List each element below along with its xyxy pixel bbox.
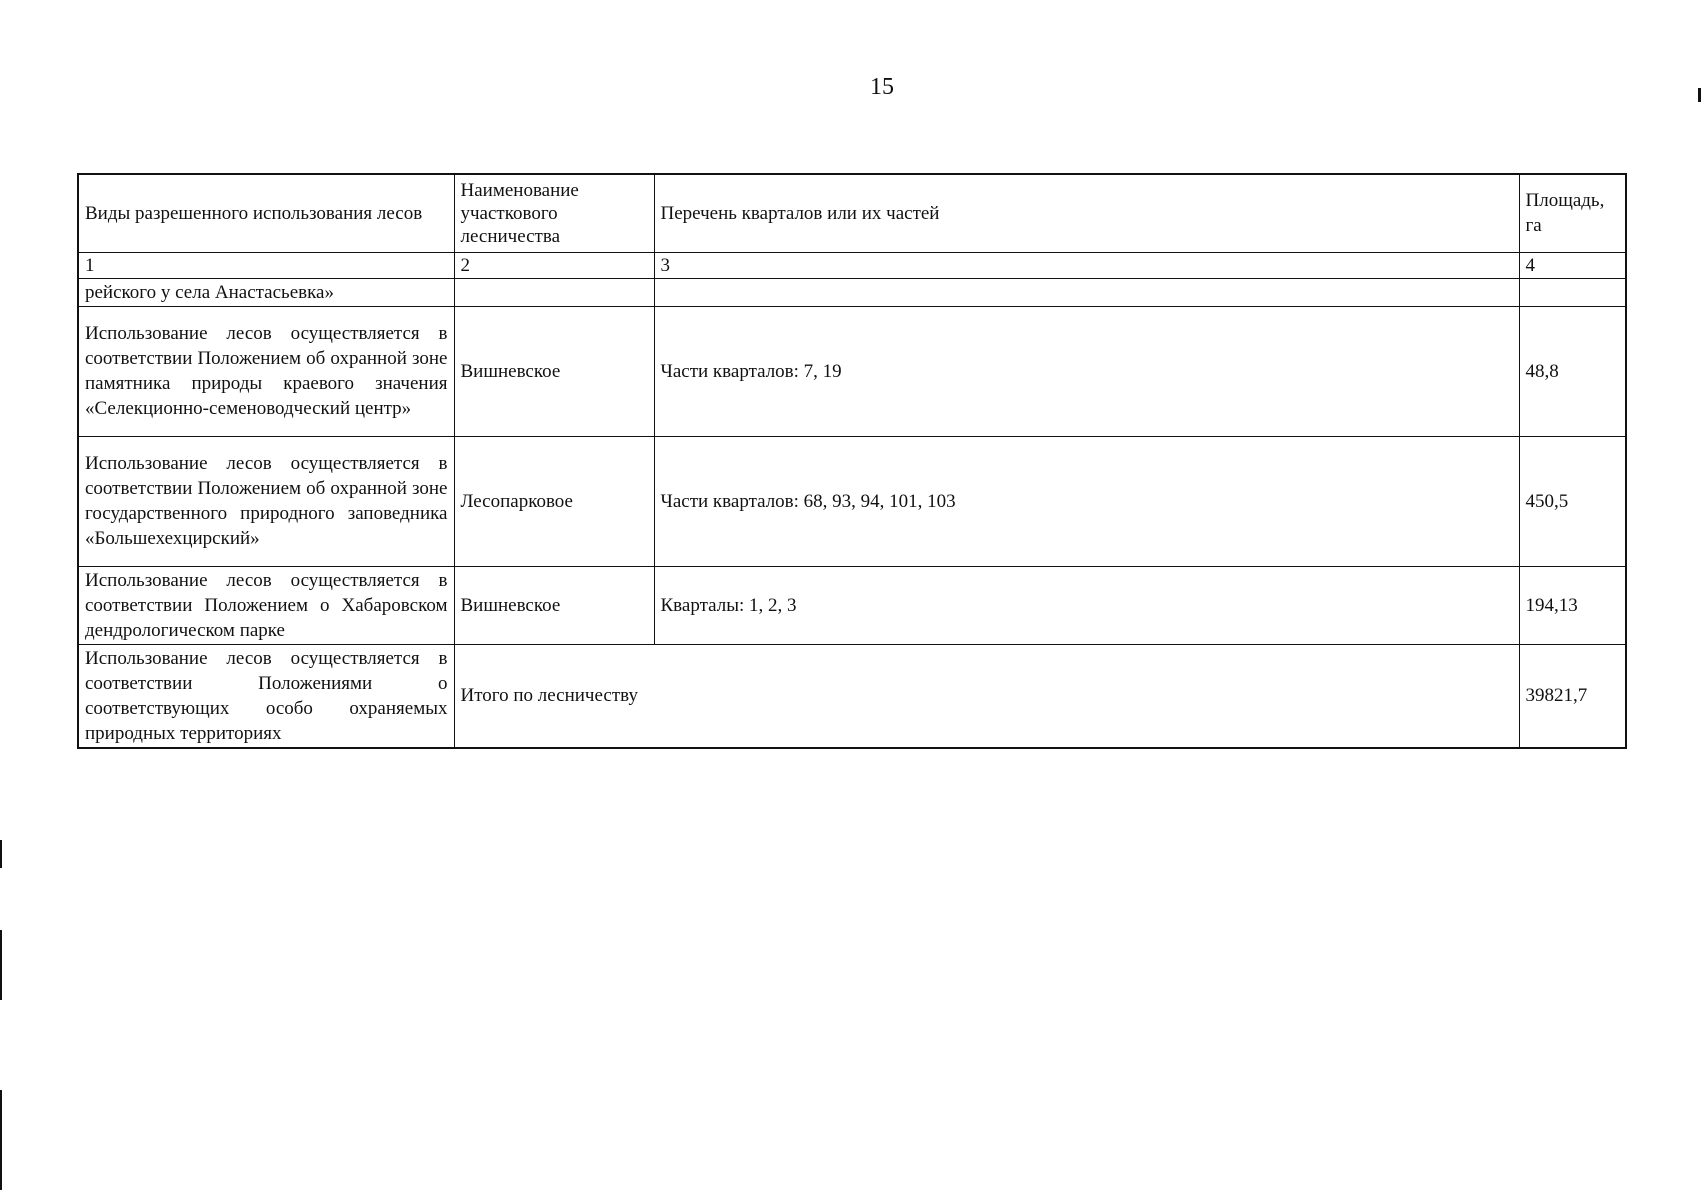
column-number: 3 <box>654 252 1519 278</box>
cell-area <box>1519 278 1626 306</box>
table-row <box>78 278 1626 306</box>
column-number: 4 <box>1519 252 1626 278</box>
total-area: 39821,7 <box>1519 644 1626 748</box>
scan-edge-mark <box>0 840 2 868</box>
cell-forestry <box>454 278 654 306</box>
table-row <box>78 436 1626 566</box>
table-header-row <box>78 174 1626 252</box>
scan-edge-mark <box>0 1090 2 1190</box>
cell-forestry: Вишневское <box>454 566 654 644</box>
column-number-row <box>78 252 1626 278</box>
cell-forestry: Вишневское <box>454 306 654 436</box>
header-quarters: Перечень кварталов или их частей <box>654 174 1519 252</box>
header-area: Площадь, га <box>1519 174 1626 252</box>
cell-usage: Использование лесов осуществляется в соответствии Положением об охранной зоне государственного природного заповедника «Большехехцирский» <box>78 436 454 566</box>
column-number: 1 <box>78 252 454 278</box>
forest-usage-table <box>77 173 1627 749</box>
cell-area: 194,13 <box>1519 566 1626 644</box>
table-row <box>78 566 1626 644</box>
cell-usage: Использование лесов осуществляется в соответствии Положением о Хабаровском дендрологическом парке <box>78 566 454 644</box>
cell-area: 48,8 <box>1519 306 1626 436</box>
table-total-row <box>78 644 1626 748</box>
cell-quarters: Части кварталов: 7, 19 <box>654 306 1519 436</box>
page-number: 15 <box>870 74 894 100</box>
cell-area: 450,5 <box>1519 436 1626 566</box>
scan-edge-mark <box>0 930 2 1000</box>
column-number: 2 <box>454 252 654 278</box>
scan-edge-mark <box>1698 88 1701 102</box>
cell-quarters: Части кварталов: 68, 93, 94, 101, 103 <box>654 436 1519 566</box>
total-label: Итого по лесничеству <box>454 644 1519 748</box>
cell-usage: рейского у села Анастасьевка» <box>78 278 454 306</box>
cell-usage: Использование лесов осуществляется в соответствии Положением об охранной зоне памятника природы краевого значения «Селекционно-семеноводческий центр» <box>78 306 454 436</box>
table-row <box>78 306 1626 436</box>
cell-forestry: Лесопарковое <box>454 436 654 566</box>
cell-quarters <box>654 278 1519 306</box>
cell-usage: Использование лесов осуществляется в соответствии Положениями о соответствующих особо охраняемых природных территориях <box>78 644 454 748</box>
cell-quarters: Кварталы: 1, 2, 3 <box>654 566 1519 644</box>
header-forestry: Наименование участкового лесничества <box>454 174 654 252</box>
header-usage: Виды разрешенного использования лесов <box>78 174 454 252</box>
